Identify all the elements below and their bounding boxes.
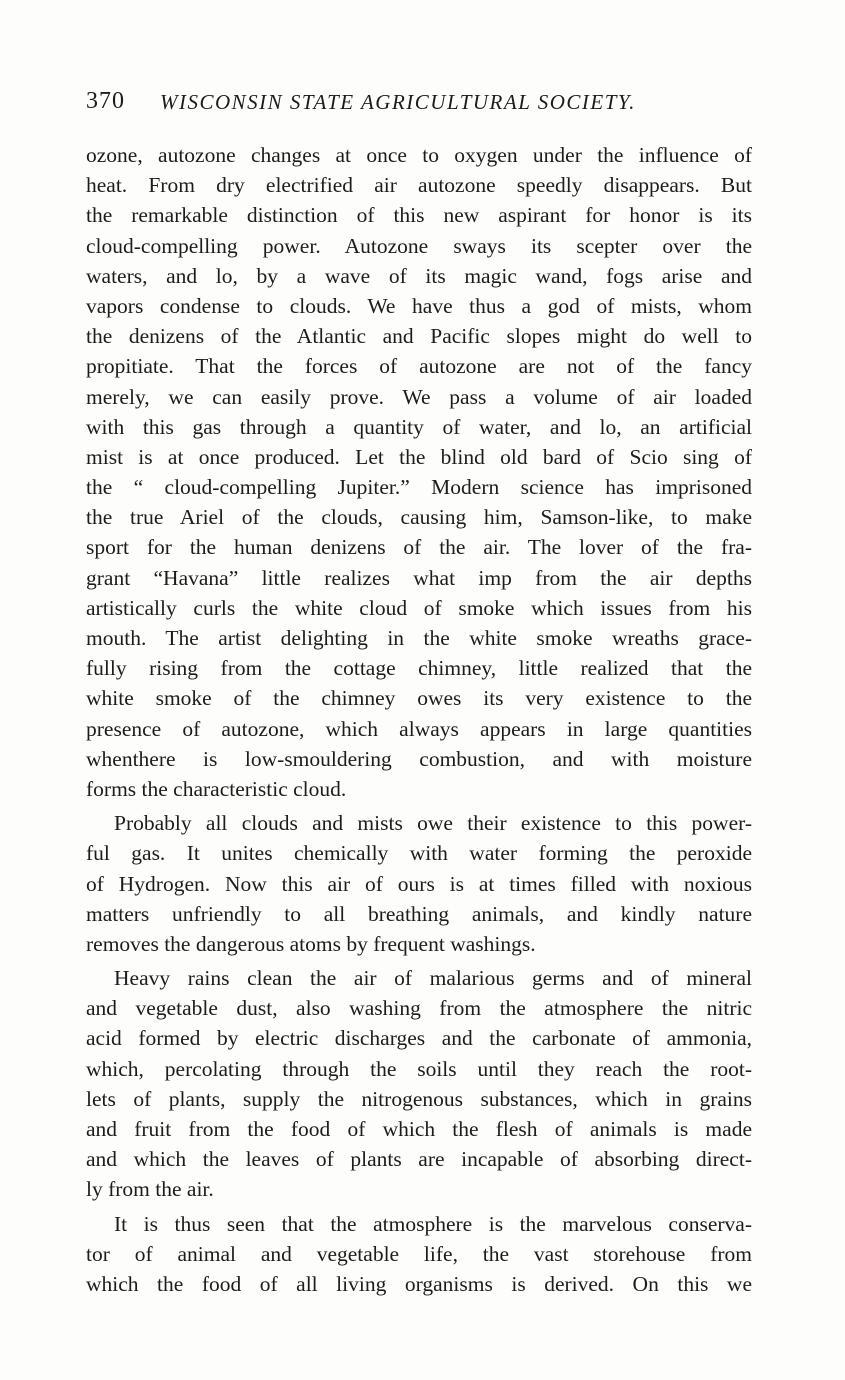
text-line: tor of animal and vegetable life, the vast storehouse from — [86, 1241, 752, 1266]
text-line: waters, and lo, by a wave of its magic wand, fogs arise and — [86, 263, 752, 288]
text-line: matters unfriendly to all breathing animals, and kindly nature — [86, 901, 752, 926]
text-line: the denizens of the Atlantic and Pacific slopes might do well to — [86, 324, 752, 349]
text-line: the true Ariel of the clouds, causing him, Samson-like, to make — [86, 505, 752, 530]
text-line: cloud-compelling power. Autozone sways its scepter over the — [86, 233, 752, 258]
text-line: presence of autozone, which always appears in large quantities — [86, 716, 752, 741]
text-line: heat. From dry electrified air autozone speedly disappears. But — [86, 173, 752, 198]
paragraph-4 — [86, 1209, 752, 1300]
text-line: ful gas. It unites chemically with water forming the peroxide — [86, 841, 752, 866]
text-line: removes the dangerous atoms by frequent washings. — [86, 931, 536, 956]
text-line: sport for the human denizens of the air. The lover of the fra- — [86, 535, 752, 560]
text-line: propitiate. That the forces of autozone are not of the fancy — [86, 354, 752, 379]
text-line: Heavy rains clean the air of malarious germs and of mineral — [114, 966, 752, 991]
text-line: lets of plants, supply the nitrogenous substances, which in grains — [86, 1086, 752, 1111]
text-line: Probably all clouds and mists owe their existence to this power- — [114, 811, 752, 836]
running-head — [86, 84, 752, 122]
body-text — [86, 140, 752, 1299]
text-line: with this gas through a quantity of water, and lo, an artificial — [86, 414, 752, 439]
text-line: artistically curls the white cloud of smoke which issues from his — [86, 595, 752, 620]
text-line: ly from the air. — [86, 1177, 214, 1202]
header-title: WISCONSIN STATE AGRICULTURAL SOCIETY. — [160, 90, 636, 114]
text-line: mouth. The artist delighting in the white smoke wreaths grace- — [86, 626, 752, 650]
text-line: ozone, autozone changes at once to oxygen under the influence of — [86, 143, 752, 167]
text-line: acid formed by electric discharges and the carbonate of ammonia, — [86, 1026, 752, 1051]
text-line: grant “Havana” little realizes what imp from the air depths — [86, 565, 752, 590]
text-line: which, percolating through the soils until they reach the root- — [86, 1056, 752, 1081]
book-page — [86, 84, 752, 1299]
text-line: merely, we can easily prove. We pass a volume of air loaded — [86, 384, 752, 409]
text-line: and which the leaves of plants are incapable of absorbing direct- — [86, 1147, 752, 1172]
text-line: and fruit from the food of which the flesh of animals is made — [86, 1117, 752, 1141]
text-line: mist is at once produced. Let the blind old bard of Scio sing of — [86, 444, 752, 469]
text-line: the remarkable distinction of this new aspirant for honor is its — [86, 203, 752, 228]
paragraph-2 — [86, 808, 752, 959]
text-line: the “ cloud-compelling Jupiter.” Modern science has imprisoned — [86, 475, 752, 500]
text-line: of Hydrogen. Now this air of ours is at times filled with noxious — [86, 871, 752, 896]
text-line: vapors condense to clouds. We have thus a god of mists, whom — [86, 293, 752, 318]
paragraph-3 — [86, 963, 752, 1205]
text-line: whenthere is low-smouldering combustion, and with moisture — [86, 746, 752, 771]
text-line: forms the characteristic cloud. — [86, 776, 347, 801]
text-line: and vegetable dust, also washing from the atmosphere the nitric — [86, 996, 752, 1021]
text-line: It is thus seen that the atmosphere is the marvelous conserva- — [114, 1211, 752, 1236]
text-line: which the food of all living organisms is derived. On this we — [86, 1271, 752, 1296]
page-number: 370 — [86, 88, 125, 114]
text-line: fully rising from the cottage chimney, little realized that the — [86, 656, 752, 681]
paragraph-1 — [86, 140, 752, 804]
text-line: white smoke of the chimney owes its very existence to the — [86, 686, 752, 711]
